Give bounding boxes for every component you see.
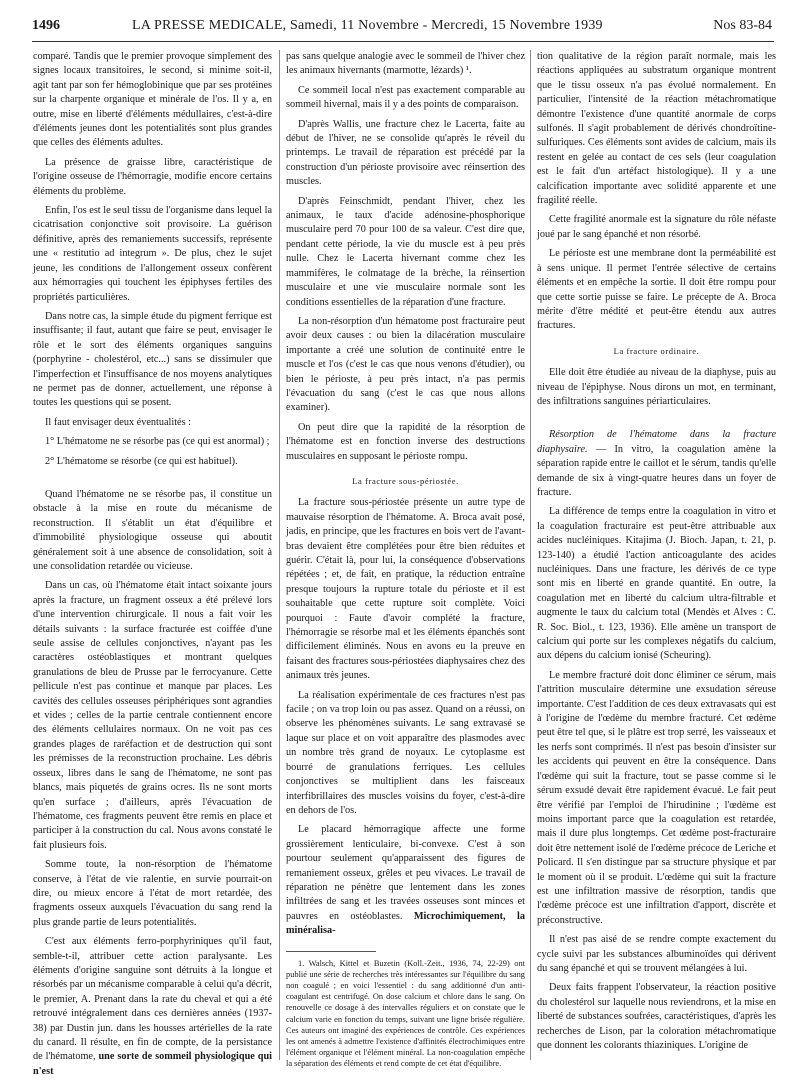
header-rule <box>32 41 774 42</box>
paragraph: La réalisation expérimentale de ces fractures n'est pas facile ; on va trop loin ou pas assez. Quand on a réussi, on observe les phénomènes suivants. Le sang extravasé se laque sur place et on voit apparaître des plasmodes avec un nombre très grand de noyaux. Le cytoplasme est bourré de granulations ferriques. Les cellules conjonctives se multiplient dans les faisceaux interfibrillaires des muscles voisins du foyer, c'est-à-dire en dehors de l'os. <box>286 689 525 816</box>
subsection-lead: Résorption de l'hématome dans la fracture diaphysaire. <box>537 429 776 455</box>
section-heading: La fracture ordinaire. <box>613 345 700 356</box>
journal-title: LA PRESSE MEDICALE, Samedi, 11 Novembre - Mercredi, 15 Novembre 1939 <box>132 18 603 33</box>
column-1 <box>33 50 272 1077</box>
paragraph: La différence de temps entre la coagulation in vitro et la coagulation fracturaire est peut-être attribuable aux acides nucléiniques. Kitajima (J. Bioch. Japan, t. 21, p. 123-140) a étudié l'action anticoagulante des acides nucléiniques. Dans une fracture, les dérivés de ce type sont mis en liberté en grande quantité. En outre, la coagulation met en liberté du calcium ultra-filtrable et augmente le taux du calcium total (Mendès et Alves : C. R. Soc. Biol., t. 123, 1936). Elle amène un transport de calcium qui porte sur les complexes négatifs du calcium, aux dépens du calcium ionisé (Scheuring). <box>537 506 776 662</box>
paragraph: D'après Feinschmidt, pendant l'hiver, chez les animaux, le taux d'acide adénosine-phosphorique musculaire perd 70 pour 100 de sa valeur. C'est dire que, pendant cette période, la vie du muscle est à peu près nulle. Chez le Lacerta hivernant comme chez les mammifères, le colmatage de la brèche, la réinsertion musculaire et une vie musculaire normale sont les conditions essentielles de la réparation d'une fracture. <box>286 195 525 308</box>
paragraph <box>33 935 272 1079</box>
column-divider <box>279 50 280 1060</box>
issue-number: Nos 83-84 <box>713 18 772 33</box>
paragraph: pas sans quelque analogie avec le sommeil de l'hiver chez les animaux hivernants (marmotte, lézards) ¹. <box>286 51 525 77</box>
column-3 <box>537 50 776 1068</box>
bold-text: Microchimiquement, la minéralisa- <box>286 910 525 937</box>
paragraph: Enfin, l'os est le seul tissu de l'organisme dans lequel la cicatrisation conjonctive soit provisoire. La guérison définitive, après des remaniements successifs, représente une « restitutio ad integrum ». De plus, chez le sujet jeune, les conditions de l'allongement osseux confèrent aux hémorragies qui touchent les épiphyses fertiles des propriétés particulières. <box>33 205 272 303</box>
paragraph: Cette fragilité anormale est la signature du rôle néfaste joué par le sang épanché et non résorbé. <box>537 214 776 240</box>
paragraph: Deux faits frappent l'observateur, la réaction positive du cholestérol sur laquelle nous reviendrons, et la mise en liberté de substances soufrées, caractéristiques, d'après les recherches de Lison, par la coloration métachromatique que donnent les colorants thiaziniques. L'origine de <box>537 982 776 1051</box>
paragraph: La fracture sous-périostée présente un autre type de mauvaise résorption de l'hématome. A. Broca avait posé, jadis, en principe, que les fractures en bois vert de l'avant-bras devaient être complétées pour être bien réduites et guérir. C'était là, pour lui, la conséquence d'observations répétées ; et, de fait, en pratique, la réduction entraîne presque toujours la rupture totale du périoste et il est souhaitable que cette rupture soit complète. Voici pourquoi : Faute d'avoir complété la fracture, l'hémorragie se résorbe mal et les éléments épanchés sont difficilement éliminés. Nous en avons eu la preuve en faisant des fractures sous-périostées diaphysaires chez des animaux très jeunes. <box>286 497 525 682</box>
list-item: 2° L'hématome se résorbe (ce qui est habituel). <box>45 455 238 467</box>
paragraph: Ce sommeil local n'est pas exactement comparable au sommeil hivernal, mais il y a des points de comparaison. <box>286 84 525 111</box>
paragraph: Il faut envisager deux éventualités : <box>45 416 192 428</box>
paragraph-text: — In vitro, la coagulation amène la séparation rapide entre le caillot et le sérum, tandis qu'elle demande de six à vingt-quatre heures dans un foyer de fracture. <box>537 443 776 498</box>
column-divider <box>530 50 531 1060</box>
paragraph: tion qualitative de la région paraît normale, mais les réactions appliquées au substratum organique montrent que le tissu osseux n'a pas évolué normalement. En particulier, l'intensité de la réaction métachromatique démontre l'existence d'une quantité anormale de corps sulfonés. Il s'agit probablement de dérivés chondroïtine-sulfuriques. Ces éléments sont avides de calcium, mais ils restent en gelée au contact de ces sels (leur coagulation est le fait d'un artéfact histologique). Il y a une calcification importante avec solidité apparente et une fragilité réelle. <box>537 51 776 207</box>
paragraph: Elle doit être étudiée au niveau de la diaphyse, puis au niveau de l'épiphyse. Nous dirons un mot, en terminant, des infiltrations sanguines périarticulaires. <box>537 367 776 407</box>
paragraph: On peut dire que la rapidité de la résorption de l'hématome est en fonction inverse des destructions musculaires en supposant le périoste rompu. <box>286 421 525 462</box>
paragraph: Le périoste est une membrane dont la perméabilité est à sens unique. Il permet l'entrée sélective de certains éléments et en empêche la sortie. Il doit être rompu pour que cette sortie puisse se faire. Le précepte de A. Broca mérite d'être médité et peut-être étendu aux autres fractures. <box>537 248 776 332</box>
paragraph: Quand l'hématome ne se résorbe pas, il constitue un obstacle à la mise en route du mécanisme de reconstruction. Il s'établit un état d'équilibre et d'immobilité physiologique osseuse qui aboutit généralement soit à une absence de consolidation, soit à une consolidation retardée ou vicieuse. <box>33 488 272 572</box>
running-header <box>32 16 772 36</box>
paragraph-text: C'est aux éléments ferro-porphyriniques qu'il faut, semble-t-il, attribuer cette action paralysante. Les éléments d'origine sanguine sont détruits à la longue et résorbés par un mécanisme comparable à celui qu'a décrit, le premier, A. Prenant dans la rate du cheval et qui a été retrouvé intégralement dans ces dernières années (1937-38) par Dustin jun. dans les housses artérielles de la rate du canard. Il résulte, en fin de compte, de la persistance de l'hématome, <box>33 936 272 1063</box>
page-number: 1496 <box>32 18 60 33</box>
paragraph: Dans un cas, où l'hématome était intact soixante jours après la fracture, un fragment osseux a été prélevé lors d'une intervention chirurgicale. Il nous a fait voir les détails suivants : la surface fracturée est coiffée d'une seule assise de cellules conjonctives, n'ayant pas les caractères ostéoblastiques et montrant quelques granulations de bleu de Prusse par le ferrocyanure. Cette pellicule n'est pas continue et manque par places. Les cavités des cellules osseuses périphériques sont agrandies et vides ; celles de la partie centrale contiennent encore des éléments cellulaires normaux. On ne voit pas ces grandes plages de raréfaction et de destruction qui sont les prémisses de la reconstruction prochaine. Les débris osseux, libres dans le sang de l'hématome, ne sont pas blancs, mais piquetés de grains ocres. Ils ne sont morts qu'en surface ; d'ailleurs, après l'évacuation de l'hématome, ces fragments peuvent être remis en place et participer à la construction du cal. Nous avons constaté le fait plusieurs fois. <box>33 580 272 851</box>
section-heading: La fracture sous-périostée. <box>352 475 459 486</box>
bold-text: une sorte de sommeil physiologique qui n'est <box>33 1051 272 1077</box>
paragraph: comparé. Tandis que le premier provoque simplement des signes locaux transitoires, le second, si minime soit-il, agit tant par son fer hémoglobinique que par ses protéines sur la charpente organique et minérale de l'os. Il y a, en outre, mise en liberté d'éléments médullaires, c'est-à-dire d'éléments jeunes dont les potentialités sont plus grandes que celles des éléments adultes. <box>33 51 272 149</box>
paragraph: La non-résorption d'un hématome post fracturaire peut avoir deux causes : ou bien la dilacération musculaire importante a créé une solution de continuité entre le muscle et l'os (c'est le cas que nous venons d'étudier), ou bien le périoste, à peu près intact, n'a pas permis l'évacuation du sang (c'est le cas que nous allons examiner). <box>286 315 525 414</box>
paragraph <box>286 823 525 938</box>
paragraph: D'après Wallis, une fracture chez le Lacerta, faite au début de l'hiver, ne se consolide qu'après le réveil du printemps. Le travail de réparation est précédé par la construction d'un périoste provisoire avec réinsertion des muscles. <box>286 118 525 188</box>
paragraph: Somme toute, la non-résorption de l'hématome conserve, à l'état de vie ralentie, en survie pourrait-on dire, ou mieux encore à l'état de mort retardée, des fragments osseux auxquels l'évacuation du sang rend la plus grande partie de leurs potentialités. <box>33 859 272 928</box>
footnote: 1. Walsch, Kittel et Buzetin (Koll.-Zeit., 1936, 74, 22-29) ont publié une série de recherches très intéressantes sur l'équilibre du sang non coagulé ; en voici l'essentiel : du sang additionné d'un anti-coagulant est centrifugé. On dose calcium et chlore dans le sang. On renouvelle ce dosage à des intervalles réguliers et on constate que le calcium varie en fonction du temps, suivant une ligne brisée régulière. Ces auteurs ont imaginé des expériences de contrôle. Ces expériences les ont amenés à admettre l'existence d'affinités électrochimiques entre l'élément organique et l'élément minéral. La non-coagulation empêche la séparation des éléments et rend compte de cet état d'équilibre. <box>286 958 525 1069</box>
paragraph <box>537 428 776 500</box>
paragraph: Il n'est pas aisé de se rendre compte exactement du cycle suivi par les substances albuminoïdes qui dérivent du sang épanché et qui se trouvent mélangées à lui. <box>537 934 776 974</box>
footnote-rule <box>286 951 376 952</box>
column-2 <box>286 50 525 1068</box>
paragraph: La présence de graisse libre, caractéristique de l'origine osseuse de l'hémorragie, modifie encore certains éléments du problème. <box>33 156 272 197</box>
list-item: 1° L'hématome ne se résorbe pas (ce qui est anormal) ; <box>45 436 270 448</box>
paragraph-text: Le placard hémorragique affecte une forme grossièrement lenticulaire, bi-convexe. C'est à son pourtour seulement qu'apparaissent des figures de remaniement osseux, grêles et peu vivaces. Le travail de réparation ne pénètre que lentement dans les zones infiltrées de sang et les travées osseuses sont minces et pauvres en ostéoblastes. <box>286 824 525 922</box>
paragraph: Dans notre cas, la simple étude du pigment ferrique est insuffisante; il faut, autant que faire se peut, envisager le rôle et le sort des éléments organiques sanguins (porphyrine - cholestérol, etc...) sans se dissimuler que l'imperfection et l'insuffisance de nos moyens analytiques ne permet pas de donner, actuellement, une réponse à toutes les questions qui se posent. <box>33 310 272 409</box>
paragraph: Le membre fracturé doit donc éliminer ce sérum, mais l'attrition musculaire détermine une exsudation séreuse importante. C'est l'addition de ces deux extravasats qui est à l'origine de l'œdème du membre fracturé. Cet œdème peut être tel que, si le plâtre est trop serré, les vaisseaux et les nerfs sont comprimés. Il n'est pas besoin d'insister sur les accidents qui peuvent en être la conséquence. Dans l'œdème qui suit la fracture, tout se passe comme si le sérum exsudé devait être rapidement évacué. Le fait peut être vérifié par l'emploi de l'hirudinine ; l'œdème est moins important parce que la coagulation est retardée, mais il dure plus longtemps. Cet œdème post-fracturaire doit être nettement isolé de l'œdème précoce de Leriche et Policard. Il s'en distingue par sa structure physique et par le moment où il se produit. L'œdème qui suit la fracture est une infiltration massive de résorption, tandis que l'œdème précoce est une infiltration d'apport, discrète et préconstructive. <box>537 669 776 926</box>
